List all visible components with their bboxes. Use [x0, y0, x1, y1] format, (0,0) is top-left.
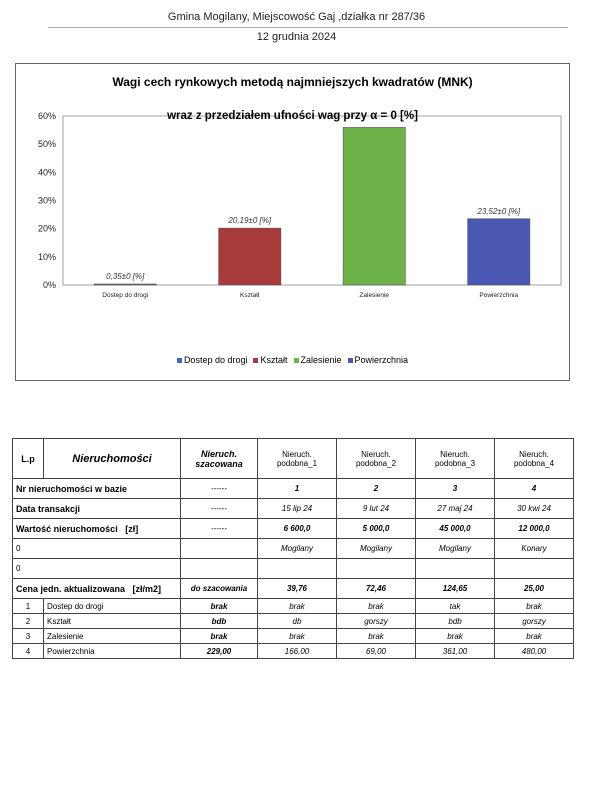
value-cell: 124,65	[416, 579, 495, 599]
feature-subject: brak	[181, 629, 258, 644]
header-col-3: Nieruch. podobna_3	[416, 439, 495, 479]
legend-label: Powierzchnia	[354, 355, 409, 365]
feature-row	[13, 614, 574, 629]
feature-number: 1	[13, 599, 44, 614]
value-cell: 3	[416, 479, 495, 499]
feature-subject: bdb	[181, 614, 258, 629]
row-label: 0	[13, 559, 181, 579]
header-lp: L.p	[13, 439, 44, 479]
legend-item	[348, 355, 409, 365]
subject-cell: ------	[181, 519, 258, 539]
value-cell: 9 lut 24	[337, 499, 416, 519]
feature-value: tak	[416, 599, 495, 614]
feature-number: 3	[13, 629, 44, 644]
header-name: Nieruchomości	[44, 439, 181, 479]
legend-swatch	[253, 358, 258, 363]
legend-item	[177, 355, 248, 365]
value-cell: 72,46	[337, 579, 416, 599]
feature-row	[13, 629, 574, 644]
table-row	[13, 579, 574, 599]
subject-cell	[181, 539, 258, 559]
subject-cell: ------	[181, 499, 258, 519]
value-cell	[337, 559, 416, 579]
document-header-date: 12 grudnia 2024	[256, 31, 337, 43]
feature-value: 361,00	[416, 644, 495, 659]
chart-legend	[16, 355, 569, 365]
feature-name: Zalesienie	[44, 629, 181, 644]
x-tick-label: Powierzchnia	[479, 292, 519, 299]
value-cell	[258, 559, 337, 579]
bar-0	[94, 284, 156, 285]
x-tick-label: Dostep do drogi	[102, 292, 149, 299]
feature-name: Powierzchnia	[44, 644, 181, 659]
y-tick-label: 40%	[37, 167, 56, 178]
value-cell: 12 000,0	[495, 519, 574, 539]
value-cell: 15 lip 24	[258, 499, 337, 519]
y-tick-label: 50%	[37, 139, 56, 150]
row-label: 0	[13, 539, 181, 559]
feature-value: 480,00	[495, 644, 574, 659]
y-tick-label: 60%	[37, 111, 56, 121]
subject-cell	[181, 559, 258, 579]
value-cell: 39,76	[258, 579, 337, 599]
header-col-4: Nieruch. podobna_4	[495, 439, 574, 479]
feature-value: brak	[337, 629, 416, 644]
feature-name: Kształt	[44, 614, 181, 629]
feature-value: bdb	[416, 614, 495, 629]
chart-subtitle: wraz z przedziałem ufności wag przy α = 0 [%]	[167, 110, 418, 122]
table-row	[13, 479, 574, 499]
legend-swatch	[294, 358, 299, 363]
row-label: Nr nieruchomości w bazie	[13, 479, 181, 499]
feature-value: brak	[416, 629, 495, 644]
feature-value: brak	[337, 599, 416, 614]
table-row	[13, 499, 574, 519]
value-cell: 45 000,0	[416, 519, 495, 539]
y-tick-label: 0%	[42, 280, 56, 290]
chart-title: Wagi cech rynkowych metodą najmniejszych kwadratów (MNK)	[112, 75, 473, 89]
feature-number: 4	[13, 644, 44, 659]
value-cell: 1	[258, 479, 337, 499]
header-subject: Nieruch. szacowana	[181, 439, 258, 479]
value-cell: 6 600,0	[258, 519, 337, 539]
feature-value: 166,00	[258, 644, 337, 659]
x-tick-label: Kształt	[239, 292, 260, 299]
x-tick-label: Zalesienie	[359, 292, 390, 299]
feature-subject: 229,00	[181, 644, 258, 659]
row-label: Data transakcji	[13, 499, 181, 519]
value-cell: 5 000,0	[337, 519, 416, 539]
chart-panel	[15, 63, 570, 381]
legend-item	[294, 355, 342, 365]
document-header-location: Gmina Mogilany, Miejscowość Gaj ,działka nr 287/36	[167, 11, 426, 23]
data-label: 23,52±0 [%]	[477, 206, 521, 216]
value-cell: Mogilany	[416, 539, 495, 559]
data-label: 0,35±0 [%]	[106, 272, 145, 282]
feature-value: brak	[495, 599, 574, 614]
feature-number: 2	[13, 614, 44, 629]
legend-item	[253, 355, 287, 365]
legend-swatch	[177, 358, 182, 363]
bar-3	[468, 219, 530, 285]
feature-value: brak	[495, 629, 574, 644]
header-col-2: Nieruch. podobna_2	[337, 439, 416, 479]
value-cell: 27 maj 24	[416, 499, 495, 519]
value-cell: 2	[337, 479, 416, 499]
y-tick-label: 10%	[37, 251, 56, 262]
feature-row	[13, 599, 574, 614]
y-tick-label: 20%	[37, 223, 56, 234]
feature-value: gorszy	[337, 614, 416, 629]
subject-cell: ------	[181, 479, 258, 499]
value-cell: Mogilany	[337, 539, 416, 559]
feature-value: 69,00	[337, 644, 416, 659]
table-header-row	[13, 439, 574, 479]
feature-row	[13, 644, 574, 659]
y-tick-label: 30%	[37, 195, 56, 206]
value-cell	[416, 559, 495, 579]
table-row	[13, 539, 574, 559]
value-cell: Konary	[495, 539, 574, 559]
header-divider	[48, 27, 568, 28]
legend-label: Dostep do drogi	[183, 355, 248, 365]
bar-1	[219, 228, 281, 285]
value-cell: 25,00	[495, 579, 574, 599]
subject-cell: do szacowania	[181, 579, 258, 599]
feature-value: brak	[258, 599, 337, 614]
feature-value: db	[258, 614, 337, 629]
legend-swatch	[348, 358, 353, 363]
feature-subject: brak	[181, 599, 258, 614]
table-row	[13, 519, 574, 539]
data-label: 20,19±0 [%]	[228, 216, 272, 226]
row-label: Wartość nieruchomości [zł]	[13, 519, 181, 539]
value-cell: 4	[495, 479, 574, 499]
row-label: Cena jedn. aktualizowana [zł/m2]	[13, 579, 181, 599]
feature-value: gorszy	[495, 614, 574, 629]
feature-value: brak	[258, 629, 337, 644]
legend-label: Kształt	[260, 355, 288, 365]
header-col-1: Nieruch. podobna_1	[258, 439, 337, 479]
value-cell: Mogilany	[258, 539, 337, 559]
comparison-table	[12, 438, 574, 659]
table-row	[13, 559, 574, 579]
bar-2	[343, 127, 405, 285]
feature-name: Dostep do drogi	[44, 599, 181, 614]
legend-label: Zalesienie	[300, 355, 342, 365]
value-cell: 30 kwi 24	[495, 499, 574, 519]
value-cell	[495, 559, 574, 579]
